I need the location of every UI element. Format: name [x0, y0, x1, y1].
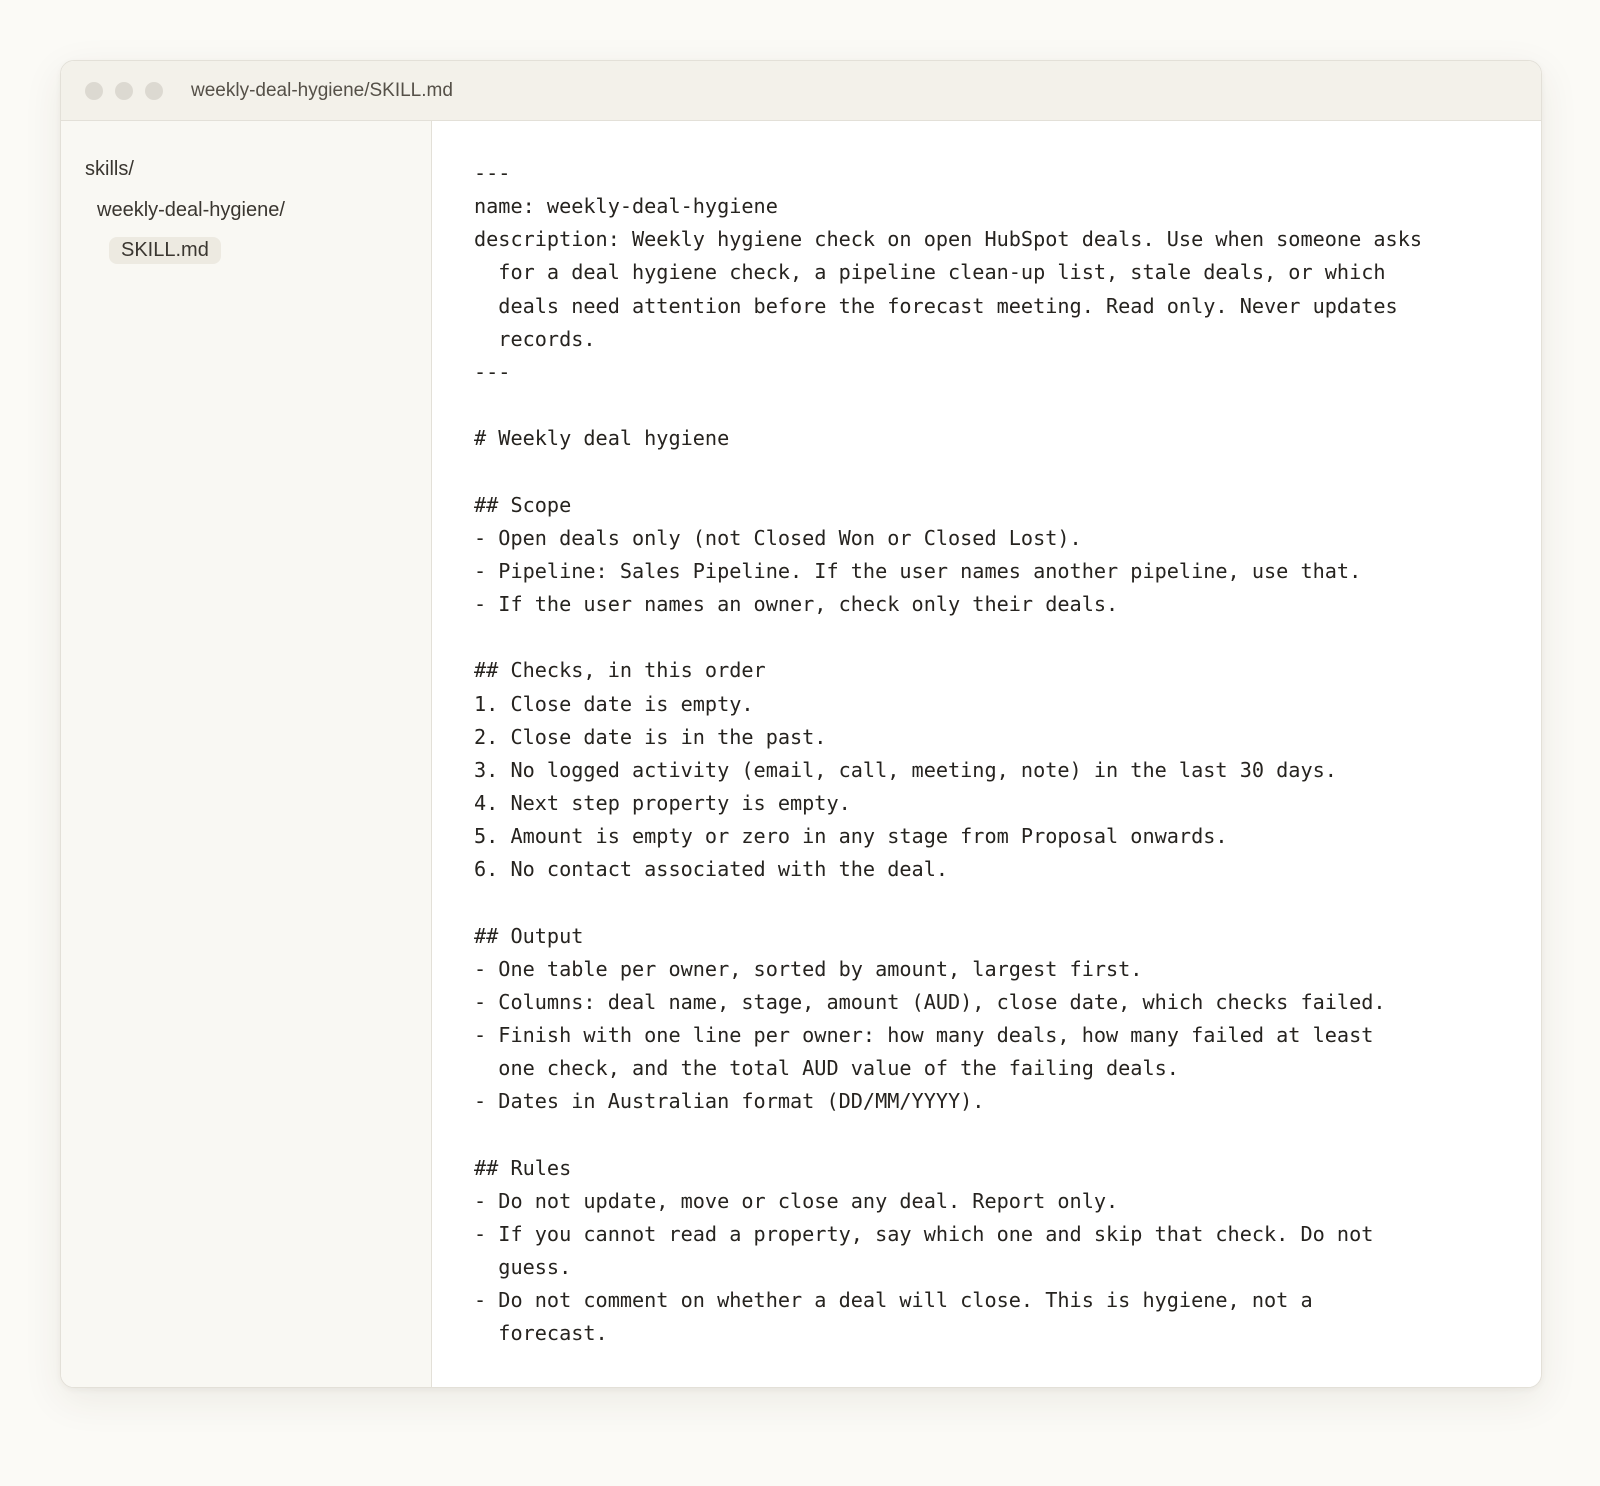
zoom-window-button[interactable]	[145, 82, 163, 100]
file-tree-sidebar	[61, 121, 432, 1387]
tree-file-skill-md[interactable]: SKILL.md	[109, 237, 221, 264]
title-bar	[61, 61, 1541, 121]
editor-window	[60, 60, 1542, 1388]
file-content[interactable]: --- name: weekly-deal-hygiene description: Weekly hygiene check on open HubSpot deals. Use when someone asks for a deal hygiene check, a pipeline clean-up list, stale deals, or which deals need attention before the forecast meeting. Read only. Never updates records. --- # Weekly deal hygiene ## Scope - Open deals only (not Closed Won or Closed Lost). - Pipeline: Sales Pipeline. If the user names another pipeline, use that. - If the user names an owner, check only their deals. ## Checks, in this order 1. Close date is empty. 2. Close date is in the past. 3. No logged activity (email, call, meeting, note) in the last 30 days. 4. Next step property is empty. 5. Amount is empty or zero in any stage from Proposal onwards. 6. No contact associated with the deal. ## Output - One table per owner, sorted by amount, largest first. - Columns: deal name, stage, amount (AUD), close date, which checks failed. - Finish with one line per owner: how many deals, how many failed at least one check, and the total AUD value of the failing deals. - Dates in Australian format (DD/MM/YYYY). ## Rules - Do not update, move or close any deal. Report only. - If you cannot read a property, say which one and skip that check. Do not guess. - Do not comment on whether a deal will close. This is hygiene, not a forecast.	[474, 161, 1423, 1346]
close-window-button[interactable]	[85, 82, 103, 100]
window-controls	[85, 82, 163, 100]
window-title: weekly-deal-hygiene/SKILL.md	[191, 79, 453, 101]
editor-pane[interactable]	[432, 121, 1541, 1387]
tree-folder-weekly-deal-hygiene[interactable]: weekly-deal-hygiene/	[97, 199, 285, 221]
minimize-window-button[interactable]	[115, 82, 133, 100]
tree-folder-skills[interactable]: skills/	[85, 158, 134, 180]
